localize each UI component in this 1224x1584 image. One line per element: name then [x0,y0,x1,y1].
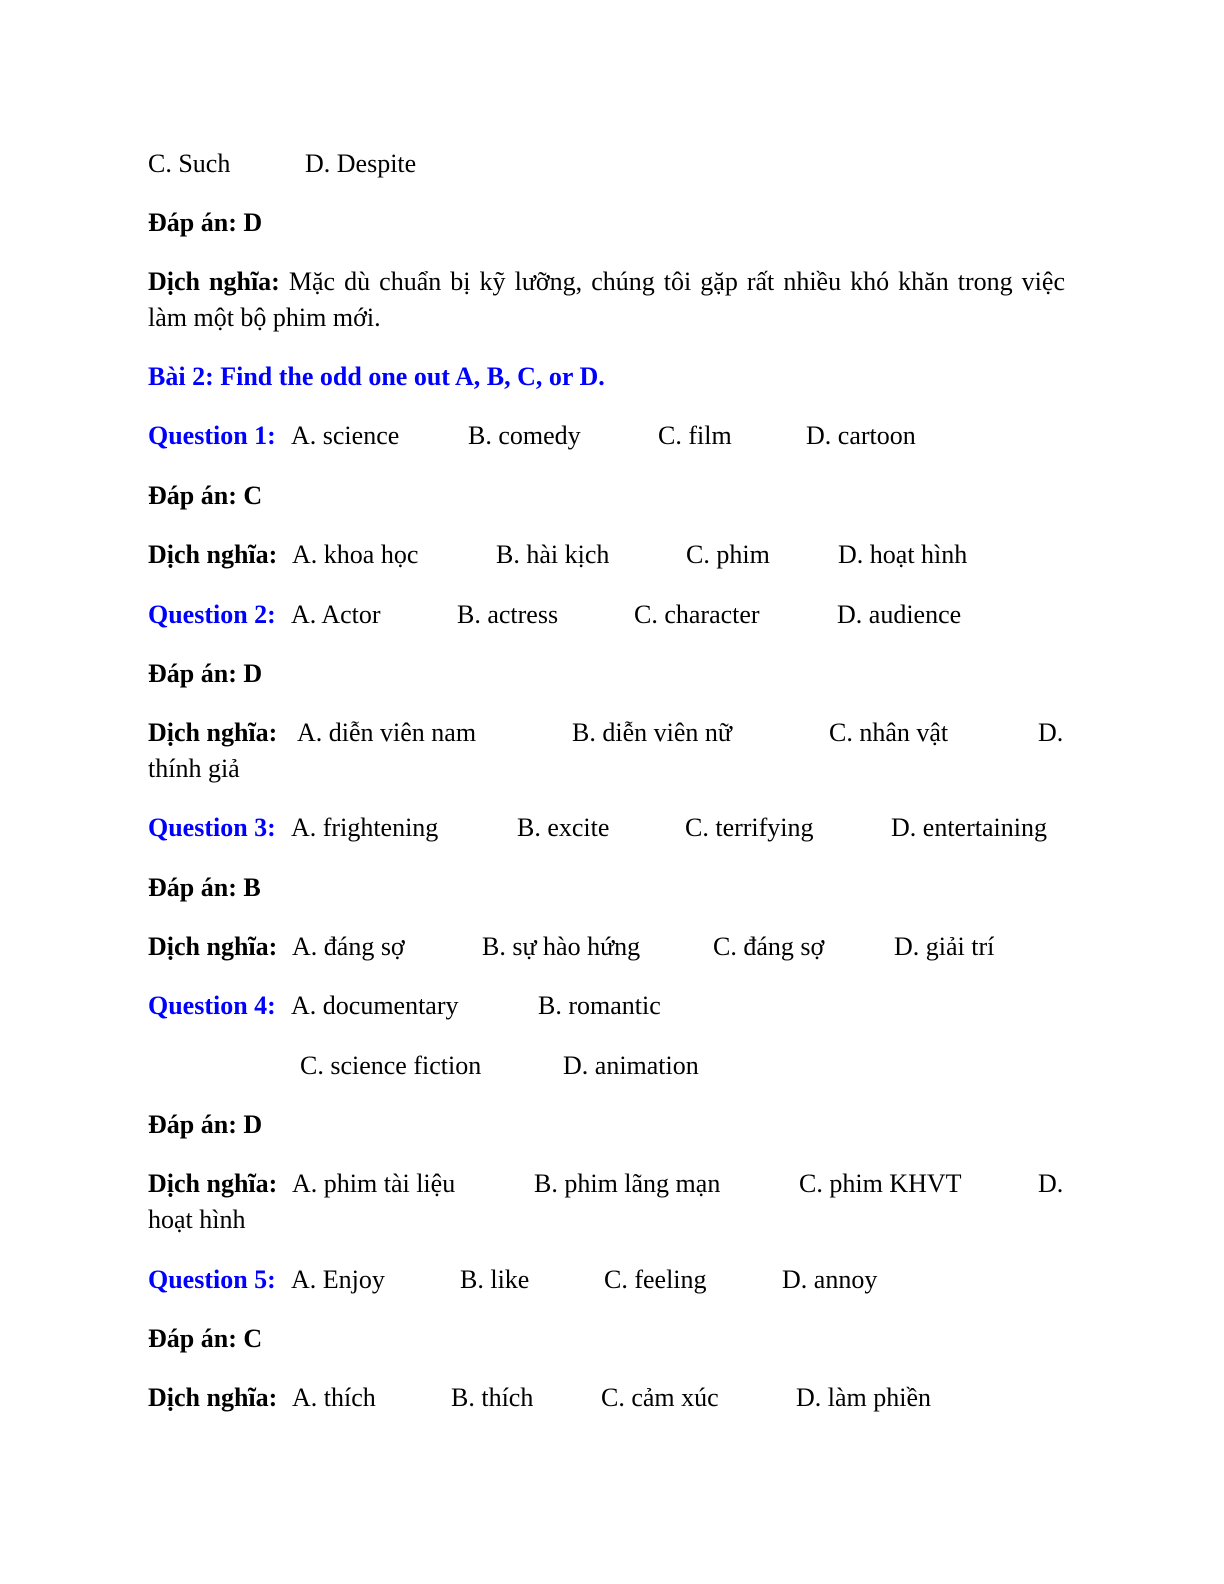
option-b: B. excite [517,813,610,842]
translation-b: B. sự hào hứng [482,932,641,961]
answer-line [148,205,262,241]
answer-line [148,870,261,906]
option-d: D. Despite [305,149,417,178]
translation-d: D. [1038,1169,1064,1198]
translation-label: Dịch nghĩa: [148,1383,278,1412]
question-label: Question 4: [148,991,276,1020]
translation-d: D. [1038,718,1064,747]
translation-c: C. phim [686,540,770,569]
option-d: D. entertaining [891,813,1047,842]
option-a: A. Actor [291,600,381,629]
translation-paragraph [148,264,1065,336]
translation-d: D. hoạt hình [838,540,968,569]
option-b: B. like [460,1265,530,1294]
translation-b: B. diễn viên nữ [572,718,732,747]
question-1 [148,418,916,454]
answer-label: Đáp án: [148,1110,237,1139]
translation-line [148,1380,932,1416]
document-page [148,0,1065,1584]
answer-value: D [243,208,263,237]
question-label: Question 2: [148,600,276,629]
option-c: C. feeling [604,1265,707,1294]
option-a: A. frightening [291,813,439,842]
option-c: C. film [658,421,732,450]
translation-c: C. cảm xúc [601,1383,719,1412]
translation-c: C. phim KHVT [799,1169,962,1198]
answer-value: C [243,1324,263,1353]
translation-continuation: thính giả [148,754,240,783]
translation-a: A. phim tài liệu [292,1169,456,1198]
option-b: B. romantic [538,991,661,1020]
translation-c: C. đáng sợ [713,932,825,961]
answer-label: Đáp án: [148,873,237,902]
answer-value: B [243,873,261,902]
answer-value: C [243,481,263,510]
option-d: D. cartoon [806,421,916,450]
answer-label: Đáp án: [148,481,237,510]
option-a: A. science [291,421,400,450]
translation-d: D. giải trí [894,932,995,961]
option-b: B. comedy [468,421,581,450]
translation-b: B. thích [451,1383,534,1412]
question-5 [148,1262,878,1298]
translation-label: Dịch nghĩa: [148,540,278,569]
translation-c: C. nhân vật [829,718,949,747]
translation-line [148,1166,1065,1202]
option-d: D. animation [563,1051,699,1080]
option-d: D. annoy [782,1265,878,1294]
answer-line [148,656,262,692]
translation-a: A. thích [292,1383,376,1412]
translation-continuation: hoạt hình [148,1205,246,1234]
option-c: C. Such [148,149,231,178]
translation-a: A. diễn viên nam [297,718,477,747]
question-label: Question 3: [148,813,276,842]
answer-line [148,1321,262,1357]
translation-b: B. phim lãng mạn [534,1169,721,1198]
answer-label: Đáp án: [148,1324,237,1353]
translation-label: Dịch nghĩa: [148,1169,278,1198]
option-c: C. terrifying [685,813,814,842]
answer-label: Đáp án: [148,208,237,237]
answer-line [148,478,262,514]
translation-line [148,929,995,965]
answer-value: D [243,1110,263,1139]
translation-label: Dịch nghĩa: [148,718,278,747]
option-a: A. documentary [291,991,459,1020]
section-title: Bài 2: Find the odd one out A, B, C, or D. [148,362,605,391]
translation-b: B. hài kịch [496,540,610,569]
option-b: B. actress [457,600,559,629]
translation-line [148,715,1065,751]
option-c: C. science fiction [300,1051,482,1080]
option-d: D. audience [837,600,962,629]
option-c: C. character [634,600,760,629]
question-label: Question 5: [148,1265,276,1294]
translation-label: Dịch nghĩa: [148,932,278,961]
question-2 [148,597,962,633]
question-4 [148,988,661,1024]
answer-line [148,1107,262,1143]
option-a: A. Enjoy [291,1265,385,1294]
question-3 [148,810,1047,846]
translation-a: A. đáng sợ [292,932,405,961]
translation-label: Dịch nghĩa: [148,267,280,296]
translation-line [148,537,968,573]
translation-d: D. làm phiền [796,1383,932,1412]
translation-a: A. khoa học [292,540,419,569]
answer-value: D [243,659,263,688]
translation-text: Mặc dù chuẩn bị kỹ lưỡng, chúng tôi gặp rất nhiều khó khăn trong việc làm một bộ phim mới. [148,267,1065,332]
question-label: Question 1: [148,421,276,450]
answer-label: Đáp án: [148,659,237,688]
